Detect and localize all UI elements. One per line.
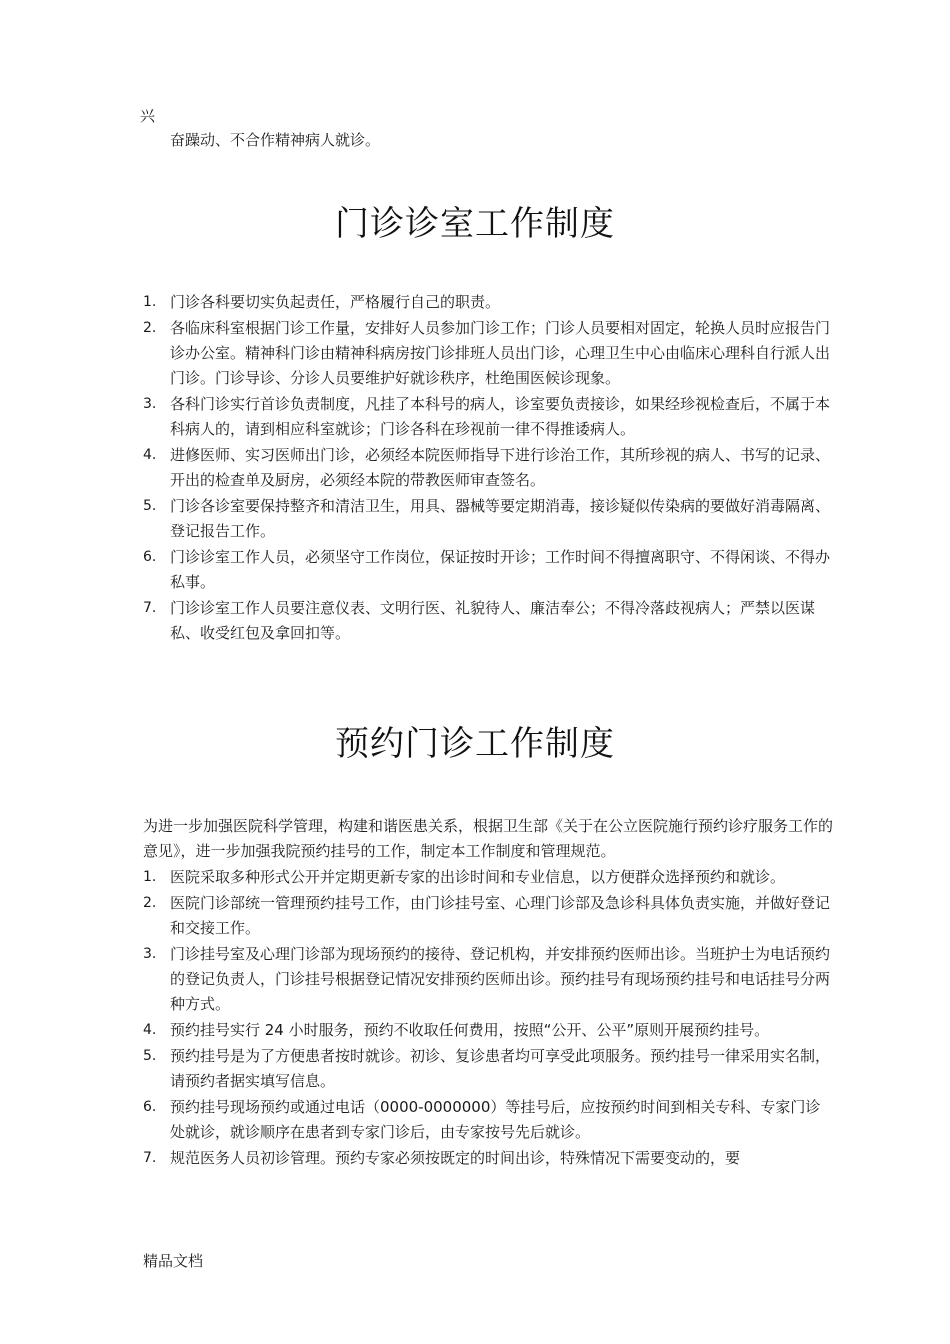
list-item-number: 7. — [143, 600, 157, 616]
section2-intro: 为进一步加强医院科学管理，构建和谐医患关系，根据卫生部《关于在公立医院施行预约诊疗服务工作的意见》，进一步加强我院预约挂号的工作，制定本工作制度和管理规范。 — [143, 817, 834, 860]
list-item-text: 门诊各诊室要保持整齐和清洁卫生，用具、器械等要定期消毒，接诊疑似传染病的要做好消毒隔离、登记报告工作。 — [170, 497, 831, 540]
list-item-text: 各科门诊实行首诊负责制度，凡挂了本科号的病人，诊室要负责接诊，如果经珍视检查后，不属于本科病人的，请到相应科室就诊；门诊各科在珍视前一律不得推诿病人。 — [170, 395, 831, 438]
list-item-number: 2. — [143, 895, 157, 911]
list-item-number: 7. — [143, 1150, 157, 1166]
list-item — [143, 316, 833, 391]
section1-title: 门诊诊室工作制度 — [335, 204, 615, 244]
list-item-text: 各临床科室根据门诊工作量，安排好人员参加门诊工作；门诊人员要相对固定，轮换人员时应报告门诊办公室。精神科门诊由精神科病房按门诊排班人员出门诊，心理卫生中心由临床心理科自行派人出门诊。门诊导诊、分诊人员要维护好就诊秩序，杜绝围医候诊现象。 — [170, 319, 831, 387]
list-item-text: 门诊诊室工作人员，必须坚守工作岗位，保证按时开诊；工作时间不得擅离职守、不得闲谈、不得办私事。 — [170, 548, 831, 591]
list-item-number: 6. — [143, 549, 157, 565]
list-item — [143, 1044, 833, 1094]
section1-list — [143, 290, 833, 647]
fragment-line: 奋躁动、不合作精神病人就诊。 — [170, 131, 381, 149]
list-item-text: 规范医务人员初诊管理。预约专家必须按既定的时间出诊，特殊情况下需要变动的，要 — [170, 1149, 741, 1167]
list-item — [143, 443, 833, 493]
section2-title: 预约门诊工作制度 — [335, 724, 615, 764]
list-item-text: 进修医师、实习医师出门诊，必须经本院医师指导下进行诊治工作，其所珍视的病人、书写的记录、开出的检查单及厨房，必须经本院的带教医师审查签名。 — [170, 446, 831, 489]
list-item — [143, 1018, 833, 1043]
list-item — [143, 942, 833, 1017]
list-item-number: 5. — [143, 1048, 157, 1064]
list-item-text: 预约挂号实行 24 小时服务，预约不收取任何费用，按照“公开、公平”原则开展预约挂号。 — [170, 1021, 770, 1039]
fragment-char: 兴 — [140, 107, 156, 125]
list-item-text: 门诊诊室工作人员要注意仪表、文明行医、礼貌待人、廉洁奉公；不得冷落歧视病人；严禁以医谋私、收受红包及拿回扣等。 — [170, 599, 816, 642]
list-item — [143, 596, 833, 646]
list-item — [143, 1095, 833, 1145]
list-item-number: 4. — [143, 1022, 157, 1038]
list-item-number: 1. — [143, 869, 157, 885]
list-item — [143, 494, 833, 544]
list-item-text: 预约挂号现场预约或通过电话（0000-0000000）等挂号后，应按预约时间到相关专科、专家门诊处就诊，就诊顺序在患者到专家门诊后，由专家按号先后就诊。 — [170, 1098, 821, 1141]
list-item-number: 1. — [143, 294, 157, 310]
list-item — [143, 290, 833, 315]
list-item-text: 预约挂号是为了方便患者按时就诊。初诊、复诊患者均可享受此项服务。预约挂号一律采用实名制，请预约者据实填写信息。 — [170, 1047, 831, 1090]
list-item — [143, 392, 833, 442]
list-item-number: 4. — [143, 447, 157, 463]
list-item-text: 医院采取多种形式公开并定期更新专家的出诊时间和专业信息，以方便群众选择预约和就诊。 — [170, 868, 786, 886]
list-item — [143, 1146, 833, 1171]
list-item-text: 门诊各科要切实负起责任，严格履行自己的职责。 — [170, 293, 501, 311]
list-item-number: 2. — [143, 320, 157, 336]
list-item — [143, 865, 833, 890]
list-item-number: 3. — [143, 396, 157, 412]
list-item — [143, 545, 833, 595]
list-item-number: 3. — [143, 946, 157, 962]
list-item-number: 5. — [143, 498, 157, 514]
list-item-text: 医院门诊部统一管理预约挂号工作，由门诊挂号室、心理门诊部及急诊科具体负责实施，并做好登记和交接工作。 — [170, 894, 831, 937]
list-item-text: 门诊挂号室及心理门诊部为现场预约的接待、登记机构，并安排预约医师出诊。当班护士为电话预约的登记负责人，门诊挂号根据登记情况安排预约医师出诊。预约挂号有现场预约挂号和电话挂号分两种方式。 — [170, 945, 831, 1013]
footer-label: 精品文档 — [143, 1252, 204, 1270]
list-item — [143, 891, 833, 941]
section2-list — [143, 865, 833, 1172]
list-item-number: 6. — [143, 1099, 157, 1115]
